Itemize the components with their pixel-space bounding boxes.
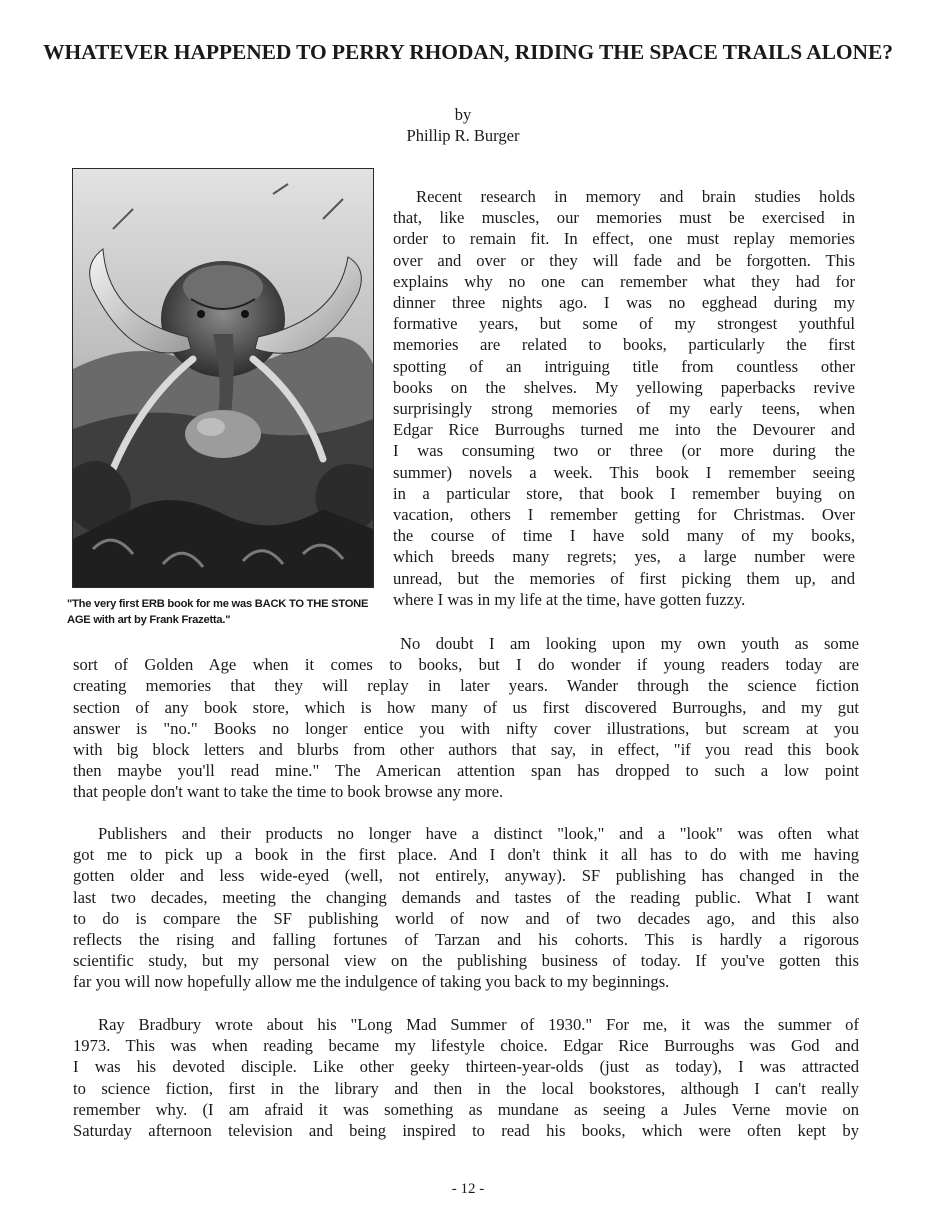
text-line: sort of Golden Age when it comes to books, but I do wonder if young readers today are (73, 655, 859, 675)
text-line: I was his devoted disciple. Like other geeky thirteen-year-olds (just as today), I was attracted (73, 1057, 859, 1077)
text-line: Recent research in memory and brain studies holds (416, 187, 855, 206)
text-line: to do is compare the SF publishing world of now and of two decades ago, and this also (73, 908, 859, 928)
article-title: WHATEVER HAPPENED TO PERRY RHODAN, RIDING THE SPACE TRAILS ALONE? (43, 40, 893, 64)
text-line: scientific study, but my personal view on the publishing business of today. If you've gotten this (73, 951, 859, 971)
text-line: in a particular store, that book I remember buying on (393, 483, 855, 503)
text-line: surprisingly strong memories of my early teens, when (393, 399, 855, 418)
text-line: Publishers and their products no longer have a distinct "look," and a "look" was often what (98, 824, 859, 843)
text-line: dinner three nights ago. I was no egghead during my (393, 293, 855, 312)
text-line: the course of time I have sold many of my books, (393, 526, 855, 546)
cover-art-image (72, 168, 374, 588)
author-name: Phillip R. Burger (406, 126, 520, 145)
text-line: No doubt I am looking upon my own youth as some (400, 634, 859, 653)
text-line: which breeds many regrets; yes, a large number were (393, 547, 855, 567)
text-line: books on the shelves. My yellowing paperbacks revive (393, 377, 855, 397)
text-line: spotting of an intriguing title from countless other (393, 356, 855, 376)
text-line: explains why no one can remember what they had for (393, 271, 855, 291)
text-line: far you will now hopefully allow me the indulgence of taking you back to my beginnings. (73, 972, 670, 992)
text-line: over and over or they will fade and be forgotten. This (393, 250, 855, 270)
text-line: gotten older and less wide-eyed (well, not entirely, anyway). SF publishing has changed in the (73, 866, 859, 886)
text-line: where I was in my life at the time, have gotten fuzzy. (393, 589, 746, 609)
figure-caption (67, 596, 387, 628)
text-line: got me to pick up a book in the first place. And I don't think it all has to do with me having (73, 845, 859, 865)
text-line: section of any book store, which is how many of us first discovered Burroughs, and my gut (73, 697, 859, 717)
byline-by: by (454, 105, 472, 124)
text-line: remember why. (I am afraid it was something as mundane as seeing a Jules Verne movie on (73, 1099, 859, 1119)
text-line: unread, but the memories of first picking them up, and (393, 568, 855, 588)
caption-line: "The very first ERB book for me was BACK TO THE STONE (67, 598, 369, 610)
text-line: with big block letters and blurbs from other authors that say, in effect, "if you read this book (73, 740, 859, 759)
byline (338, 104, 588, 146)
text-line: memories are related to books, particularly the first (393, 335, 855, 355)
text-line: Edgar Rice Burroughs turned me into the Devourer and (393, 420, 855, 440)
text-line: last two decades, meeting the changing demands and tastes of the reading public. What I want (73, 887, 859, 907)
text-line: reflects the rising and falling fortunes of Tarzan and his cohorts. This is hardly a rigorous (73, 930, 859, 949)
page-number: - 12 - (451, 1181, 485, 1197)
text-line: then maybe you'll read mine." The American attention span has dropped to such a low point (73, 761, 859, 781)
text-line: vacation, others I remember getting for Christmas. Over (393, 505, 855, 524)
text-line: summer) novels a week. This book I remember seeing (393, 462, 855, 482)
text-line: formative years, but some of my strongest youthful (393, 314, 855, 334)
text-line: answer is "no." Books no longer entice you with nifty cover illustrations, but scream at you (73, 718, 859, 738)
text-line: Ray Bradbury wrote about his "Long Mad Summer of 1930." For me, it was the summer of (98, 1015, 859, 1034)
text-line: 1973. This was when reading became my lifestyle choice. Edgar Rice Burroughs was God and (73, 1036, 859, 1056)
caption-line: AGE with art by Frank Frazetta." (67, 614, 231, 626)
text-line: to science fiction, first in the library and then in the local bookstores, although I can't really (73, 1078, 859, 1098)
text-line: that people don't want to take the time to book browse any more. (73, 782, 504, 802)
text-line: Saturday afternoon television and being inspired to read his books, which were often kept by (73, 1121, 859, 1140)
text-line: I was consuming two or three (or more during the (393, 441, 855, 461)
text-line: order to remain fit. In effect, one must replay memories (393, 229, 855, 249)
text-line: creating memories that they will replay in later years. Wander through the science fiction (73, 676, 859, 696)
text-line: that, like muscles, our memories must be exercised in (393, 208, 855, 228)
